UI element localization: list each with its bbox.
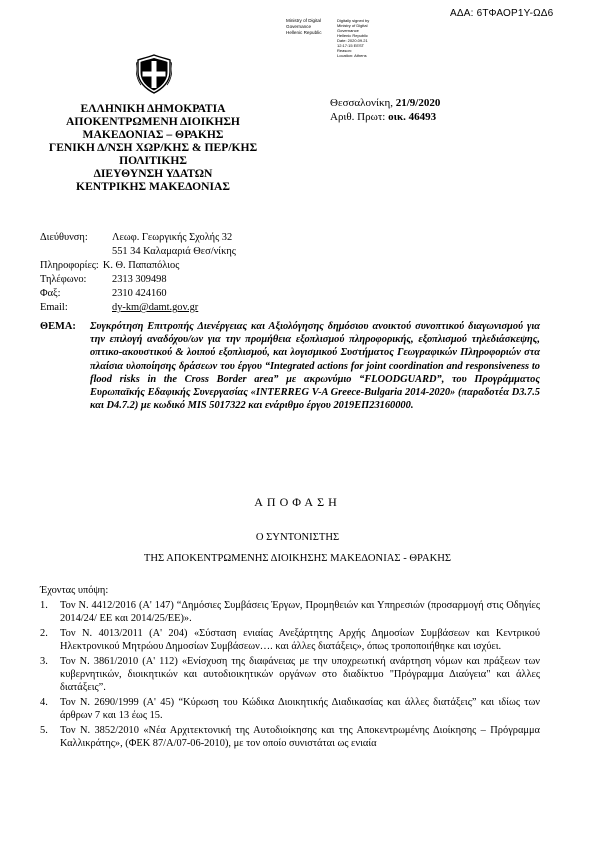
header-line: ΚΕΝΤΡΙΚΗΣ ΜΑΚΕΔΟΝΙΑΣ [76, 180, 230, 193]
list-item [40, 655, 540, 694]
phone-row [40, 273, 236, 287]
info-row [40, 259, 236, 273]
signature-detail-line: Ministry of Digital [337, 23, 368, 28]
info-value: Κ. Θ. Παπαπόλιος [102, 260, 180, 271]
item-number: 2. [40, 628, 48, 639]
considering-heading: Έχοντας υπόψη: [40, 585, 109, 596]
header-line: ΓΕΝΙΚΗ Δ/ΝΣΗ ΧΩΡ/ΚΗΣ & ΠΕΡ/ΚΗΣ [48, 141, 258, 154]
subject-block [40, 320, 540, 412]
signature-line: Ministry of Digital [286, 18, 321, 23]
list-item [40, 724, 540, 750]
email-label: Email: [40, 302, 68, 313]
header-line: ΑΠΟΚΕΝΤΡΩΜΕΝΗ ΔΙΟΙΚΗΣΗ [66, 115, 240, 128]
protocol-value: οικ. 46493 [388, 111, 437, 123]
protocol-label: Αριθ. Πρωτ: [330, 111, 389, 123]
address-value-2: 551 34 Καλαμαριά Θεσ/νίκης [112, 246, 236, 257]
date-protocol-block [330, 96, 440, 124]
email-link[interactable]: dy-km@damt.gov.gr [112, 302, 199, 313]
address-value: Λεωφ. Γεωργικής Σχολής 32 [112, 232, 233, 243]
signature-detail-line: Date: 2020.09.21 [337, 38, 368, 43]
signature-detail-line: 12:17:15 EEST [337, 43, 365, 48]
address-row [40, 231, 236, 245]
coordinator-title: Ο ΣΥΝΤΟΝΙΣΤΗΣ [255, 532, 340, 543]
signature-detail-line: Governance [337, 28, 359, 33]
item-text: Τον Ν. 4412/2016 (Α' 147) “Δημόσιες Συμβάσεις Έργων, Προμηθειών και Υπηρεσιών (προσαρμογή στις Οδηγίες 2014/24/ ΕΕ και 2014/25/ΕΕ)». [60, 600, 540, 624]
item-text: Τον Ν. 4013/2011 (Α' 204) «Σύσταση ενιαίας Ανεξάρτητης Αρχής Δημοσίων Συμβάσεων και Κεντρικού Ηλεκτρονικού Μητρώου Δημοσίων Συμβάσεων…. και άλλες διατάξεις», όπως τροποποιήθηκε και ισχύει. [60, 628, 540, 652]
contact-details [40, 231, 236, 315]
phone-value: 2313 309498 [112, 274, 167, 285]
fax-label: Φαξ: [40, 288, 61, 299]
decision-title: ΑΠΟΦΑΣΗ [254, 495, 341, 509]
signature-line: Governance [286, 24, 312, 29]
item-number: 1. [40, 600, 48, 611]
considerations-list [40, 599, 540, 752]
item-number: 4. [40, 697, 48, 708]
email-row [40, 301, 236, 315]
document-date [330, 96, 440, 110]
signature-detail-line: Location: Athens [337, 53, 367, 58]
item-number: 5. [40, 725, 48, 736]
date-value: 21/9/2020 [395, 97, 441, 109]
ada-code: ΑΔΑ: 6ΤΦΑΟΡ1Υ-ΩΔ6 [450, 8, 554, 19]
header-line: ΕΛΛΗΝΙΚΗ ΔΗΜΟΚΡΑΤΙΑ [80, 102, 226, 115]
signature-line: Hellenic Republic [286, 30, 322, 35]
phone-label: Τηλέφωνο: [40, 274, 87, 285]
digital-signature-detail [337, 18, 395, 58]
signature-detail-line: Hellenic Republic [337, 33, 368, 38]
header-line: ΔΙΕΥΘΥΝΣΗ ΥΔΑΤΩΝ [93, 167, 213, 180]
fax-row [40, 287, 236, 301]
issuing-authority-header [38, 102, 268, 193]
signature-detail-line: Digitally signed by [337, 18, 370, 23]
signature-detail-line: Reason: [337, 48, 352, 53]
fax-value: 2310 424160 [112, 288, 167, 299]
subject-label: ΘΕΜΑ: [40, 321, 76, 332]
date-place: Θεσσαλονίκη, [330, 97, 396, 109]
item-text: Τον Ν. 3861/2010 (Α' 112) «Ενίσχυση της διαφάνειας με την υποχρεωτική ανάρτηση νόμων και πράξεων των κυβερνητικών, διοικητικών και αυτοδιοικητικών οργάνων στο διαδίκτυο "Πρόγραμμα Διαύγεια" και άλλες διατάξεις”. [60, 656, 540, 693]
list-item [40, 627, 540, 653]
item-number: 3. [40, 656, 48, 667]
list-item [40, 696, 540, 722]
header-line: ΜΑΚΕΔΟΝΙΑΣ – ΘΡΑΚΗΣ [82, 128, 224, 141]
subject-text: Συγκρότηση Επιτροπής Διενέργειας και Αξιολόγησης δημόσιου ανοικτού συνοπτικού διαγωνισμού για την επιλογή αναδόχου/ων για την προμήθεια εξοπλισμού πληροφορικής, εξοπλισμού τηλεδιάσκεψης, οπτικο-ακουστικού & λοιπού εξοπλισμού, και λογισμικού Συστήματος Γεωγραφικών Πληροφοριών στα πλαίσια υλοποίησης δράσεων του έργου “Integrated actions for joint coordination and responsiveness to flood risks in the Cross Border area” με ακρωνύμιο “FLOODGUARD”, του Προγράμματος Ευρωπαϊκής Εδαφικής Συνεργασίας «INTERREG V-A Greece-Bulgaria 2014-2020» (παραδοτέα D3.7.5 και D4.7.2) με κωδικό MIS 5017322 και ενάριθμο έργου 2019ΕΠ23160000. [90, 321, 540, 412]
item-text: Τον Ν. 3852/2010 «Νέα Αρχιτεκτονική της Αυτοδιοίκησης και της Αποκεντρωμένης Διοίκησης – Πρόγραμμα Καλλικράτης», (ΦΕΚ 87/Α/07-06-2010), με τον οποίο συνιστάται ως ενιαία [60, 725, 540, 749]
item-text: Τον Ν. 2690/1999 (Α' 45) “Κύρωση του Κώδικα Διοικητικής Διαδικασίας και άλλες διατάξεις” και ιδίως των άρθρων 7 και 13 έως 15. [60, 697, 540, 721]
address-row-2 [40, 245, 236, 259]
coordinator-authority: ΤΗΣ ΑΠΟΚΕΝΤΡΩΜΕΝΗΣ ΔΙΟΙΚΗΣΗΣ ΜΑΚΕΔΟΝΙΑΣ - ΘΡΑΚΗΣ [143, 553, 452, 564]
info-label: Πληροφορίες: [40, 260, 99, 271]
list-item [40, 599, 540, 625]
protocol-number [330, 110, 440, 124]
address-label: Διεύθυνση: [40, 232, 88, 243]
hellenic-republic-emblem-icon [136, 54, 172, 94]
header-line: ΠΟΛΙΤΙΚΗΣ [119, 154, 187, 167]
